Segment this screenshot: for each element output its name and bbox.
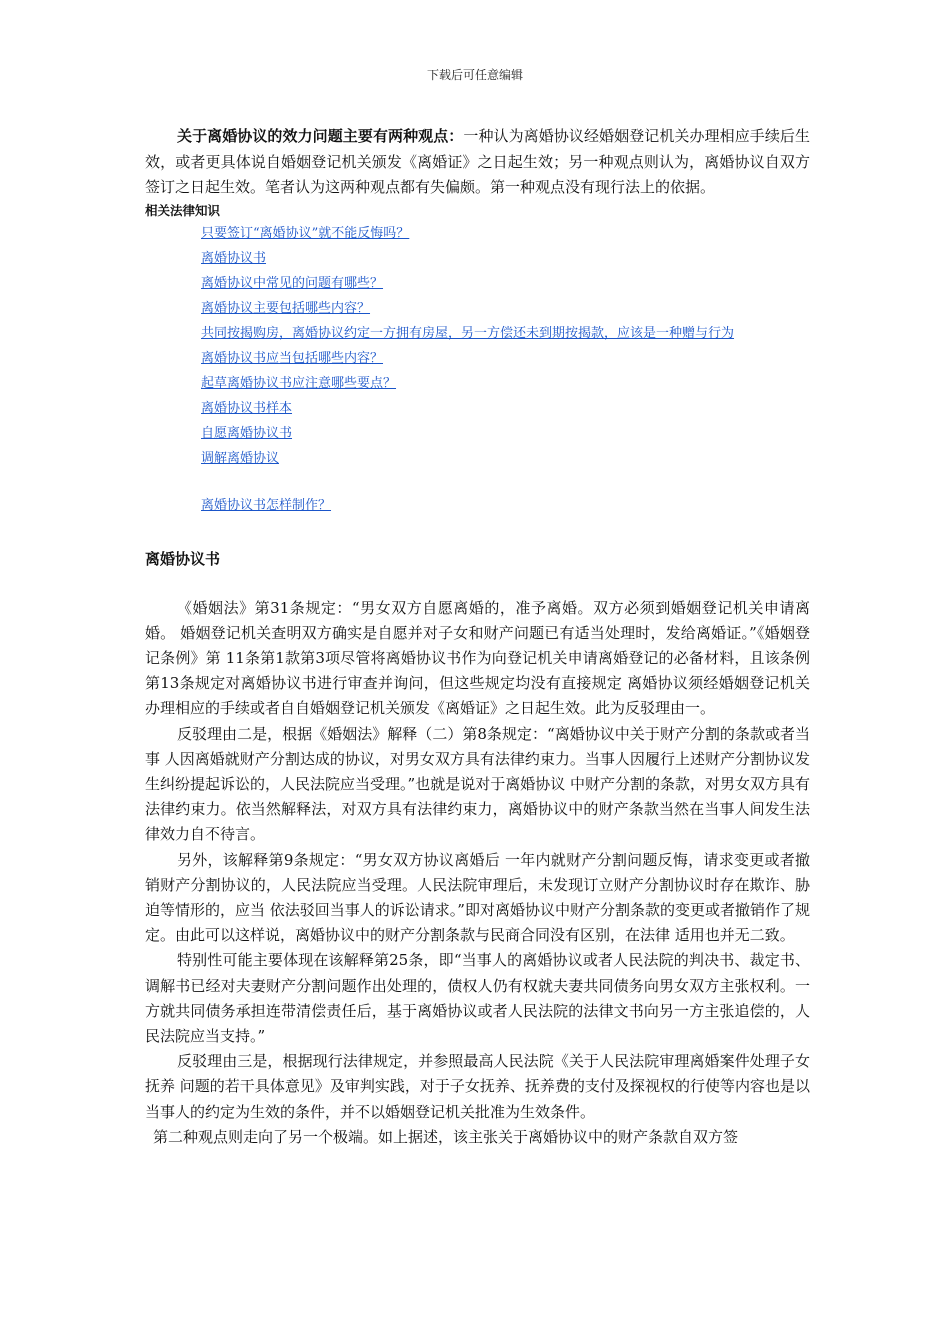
list-item	[201, 493, 810, 518]
intro-text: 一种认为离婚协议经婚姻登记机关办理相应手续后生效，或者更具体说自婚姻登记机关颁发《离婚证》之日起生效；另一种观点则认为，离婚协议自双方签订之日起生效。笔者认为这两种观点都有失偏颇。第一种观点没有现行法上的依据。	[145, 127, 810, 196]
related-link[interactable]: 离婚协议书应当包括哪些内容？	[201, 350, 384, 366]
list-item	[201, 321, 810, 346]
related-link[interactable]: 调解离婚协议	[201, 450, 280, 466]
related-link[interactable]: 起草离婚协议书应注意哪些要点？	[201, 375, 397, 391]
list-item	[201, 421, 810, 446]
list-item	[201, 246, 810, 271]
list-item	[201, 271, 810, 296]
related-link[interactable]: 离婚协议书	[201, 250, 267, 266]
list-item	[201, 346, 810, 371]
related-link[interactable]: 只要签订“离婚协议”就不能反悔吗？	[201, 225, 410, 241]
list-item	[201, 396, 810, 421]
intro-lead: 关于离婚协议的效力问题主要有两种观点：	[177, 127, 464, 145]
related-link[interactable]: 离婚协议书怎样制作？	[201, 497, 332, 513]
related-link[interactable]: 离婚协议主要包括哪些内容？	[201, 300, 371, 316]
related-link[interactable]: 共同按揭购房，离婚协议约定一方拥有房屋，另一方偿还未到期按揭款，应该是一种赠与行为	[201, 325, 735, 341]
section-body	[145, 596, 810, 1150]
list-item	[201, 296, 810, 321]
body-paragraph: 反驳理由三是，根据现行法律规定，并参照最高人民法院《关于人民法院审理离婚案件处理子女抚养 问题的若干具体意见》及审判实践，对于子女抚养、抚养费的支付及探视权的行使等内容也是以当事人的约定为生效的条件，并不以婚姻登记机关批准为生效条件。	[145, 1052, 810, 1121]
body-paragraph: 第二种观点则走向了另一个极端。如上据述，该主张关于离婚协议中的财产条款自双方签	[153, 1127, 739, 1146]
related-knowledge-label: 相关法律知识	[145, 202, 221, 218]
document-body	[145, 124, 810, 1150]
body-paragraph: 特别性可能主要体现在该解释第25条，即“当事人的离婚协议或者人民法院的判决书、裁定书、调解书已经对夫妻财产分割问题作出处理的，债权人仍有权就夫妻共同债务向男女双方主张权利。一方就共同债务承担连带清偿责任后，基于离婚协议或者人民法院的法律文书向另一方主张追偿的，人民法院应当支持。”	[145, 951, 810, 1045]
list-item	[201, 221, 810, 246]
related-link[interactable]: 离婚协议书样本	[201, 400, 293, 416]
body-paragraph: 《婚姻法》第31条规定：“男女双方自愿离婚的，准予离婚。双方必须到婚姻登记机关申请离婚。 婚姻登记机关查明双方确实是自愿并对子女和财产问题已有适当处理时，发给离婚证。”《婚姻登记条例》第 11条第1款第3项尽管将离婚协议书作为向登记机关申请离婚登记的必备材料，且该条例第13条规定对离婚协议书进行审查并询问，但这些规定均没有直接规定 离婚协议须经婚姻登记机关办理相应的手续或者自自婚姻登记机关颁发《离婚证》之日起生效。此为反驳理由一。	[145, 598, 810, 718]
body-paragraph: 反驳理由二是，根据《婚姻法》解释（二）第8条规定：“离婚协议中关于财产分割的条款或者当事 人因离婚就财产分割达成的协议，对男女双方具有法律约束力。当事人因履行上述财产分割协议发生纠纷提起诉讼的，人民法院应当受理。”也就是说对于离婚协议 中财产分割的条款，对男女双方具有法律约束力。依当然解释法，对双方具有法律约束力，离婚协议中的财产条款当然在当事人间发生法律效力自不待言。	[145, 724, 810, 844]
related-link[interactable]: 自愿离婚协议书	[201, 425, 293, 441]
related-links-list	[145, 221, 810, 518]
related-link[interactable]: 离婚协议中常见的问题有哪些？	[201, 275, 384, 291]
page-header: 下载后可任意编辑	[426, 68, 523, 82]
list-item	[201, 371, 810, 396]
list-item	[201, 446, 810, 471]
intro-paragraph	[145, 124, 810, 201]
body-paragraph: 另外，该解释第9条规定：“男女双方协议离婚后 一年内就财产分割问题反悔，请求变更或者撤销财产分割协议的，人民法院应当受理。人民法院审理后，未发现订立财产分割协议时存在欺诈、胁迫等情形的，应当 依法驳回当事人的诉讼请求。”即对离婚协议中财产分割条款的变更或者撤销作了规定。由此可以这样说，离婚协议中的财产分割条款与民商合同没有区别，在法律 适用也并无二致。	[145, 850, 810, 945]
section-heading: 离婚协议书	[145, 549, 221, 568]
